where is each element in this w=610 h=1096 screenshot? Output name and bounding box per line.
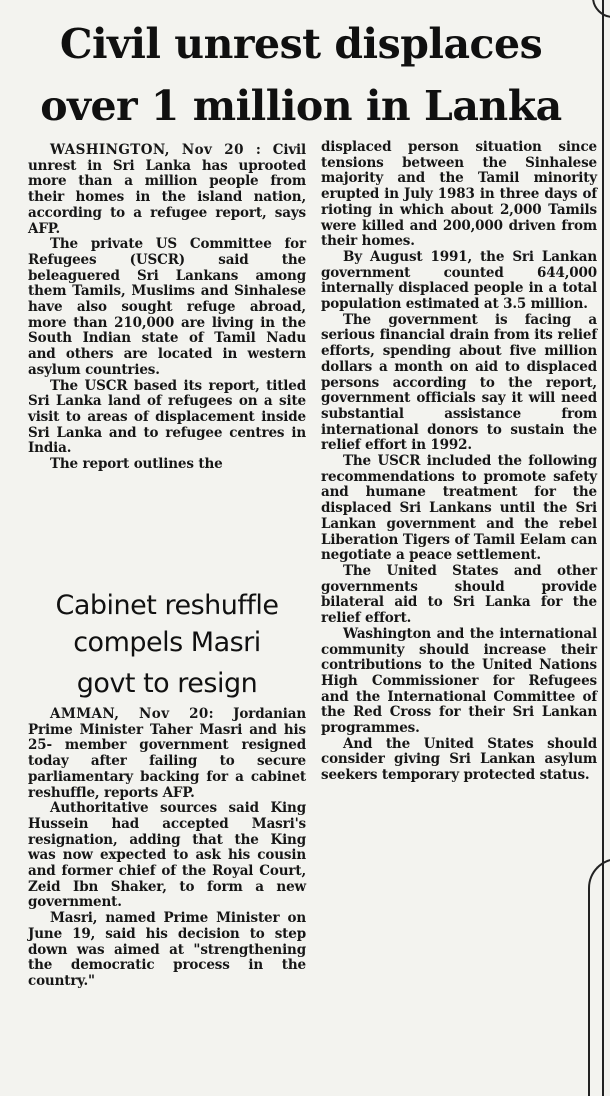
main-story-paragraph-11: And the United States should consider giving Sri Lankan asylum seekers temporary protected status. [321,735,597,784]
main-story-paragraph-5: displaced person situation since tensions between the Sinhalese majority and the Tamil minority erupted in July 1983 in three days of rioting in which about 2,000 Tamils were killed and 200,000 driven from their homes. [321,139,597,250]
main-story-dateline: WASHINGTON, Nov 20 : [50,142,262,158]
main-story-paragraph-6: By August 1991, the Sri Lankan government counted 644,000 internally displaced people in a total population estimated at 3.5 million. [321,248,597,313]
second-headline-line-3: govt to resign [76,668,258,699]
second-story-paragraph-1 [28,707,306,801]
main-story-column-left [28,143,306,473]
main-story-column-right [321,140,597,784]
main-story-paragraph-3: The USCR based its report, titled Sri Lanka land of refugees on a site visit to areas of displacement inside Sri Lanka and to refugee centres in India. [28,377,306,457]
main-story-paragraph-7: The government is facing a serious financial drain from its relief efforts, spending about five million dollars a month on aid to displaced persons according to the report, government officials say it will need substantial assistance from international donors to sustain the relief effort in 1992. [321,311,597,454]
corner-ornament [592,0,610,18]
second-story-dateline: AMMAN, Nov 20: [50,706,215,722]
main-story-paragraph-9: The United States and other governments should provide bilateral aid to Sri Lanka for the relief effort. [321,562,597,627]
adjacent-box-arc [588,858,610,1096]
second-headline-line-2: compels Masri [73,627,261,658]
second-story-lead-text: Jordanian Prime Minister Taher Masri and his 25- member government resigned today after failing to secure parliamentary backing for a cabinet reshuffle, reports AFP. [28,706,306,801]
second-story-paragraph-2: Authoritative sources said King Hussein had accepted Masri's resignation, adding that the King was now expected to ask his cousin and former chief of the Royal Court, Zeid Ibn Shaker, to form a new government. [28,800,306,911]
main-story-lead-text: Civil unrest in Sri Lanka has uprooted more than a million people from their homes in the island nation, according to a refugee report, says AFP. [28,142,306,237]
main-story-paragraph-10: Washington and the international community should increase their contributions to the United Nations High Commissioner for Refugees and the International Committee of the Red Cross for their Sri Lankan programmes. [321,625,597,737]
main-headline-line-2: over 1 million in Lanka [40,82,562,130]
main-story-paragraph-2: The private US Committee for Refugees (USCR) said the beleaguered Sri Lankans among them Tamils, Muslims and Sinhalese have also sought refuge abroad, more than 210,000 are living in the South Indian state of Tamil Nadu and others are located in western asylum countries. [28,236,306,378]
second-story-column [28,707,306,990]
main-story-paragraph-4: The report outlines the [50,456,223,473]
main-story-paragraph-1 [28,143,306,237]
second-headline-line-1: Cabinet reshuffle [55,590,279,621]
main-story-paragraph-8: The USCR included the following recommendations to promote safety and humane treatment for the displaced Sri Lankans until the Sri Lankan government and the rebel Liberation Tigers of Tamil Eelam can negotiate a peace settlement. [321,453,597,564]
main-headline-line-1: Civil unrest displaces [59,20,543,68]
second-story-paragraph-3: Masri, named Prime Minister on June 19, said his decision to step down was aimed at "strengthening the democratic process in the country." [28,910,306,989]
